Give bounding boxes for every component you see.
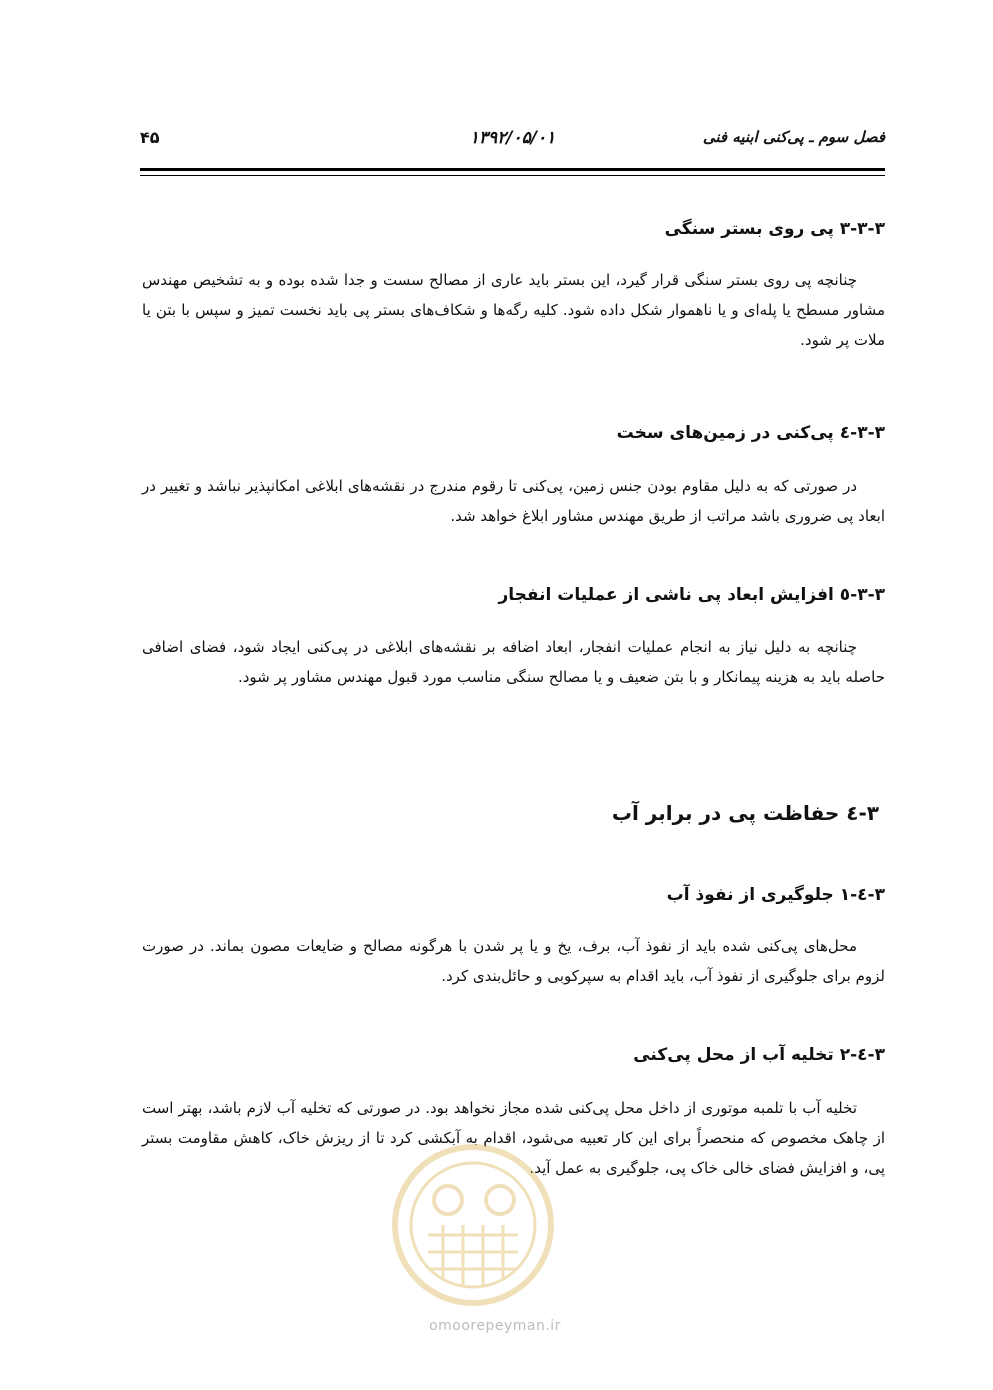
paragraph-3-3-4: در صورتی که به دلیل مقاوم بودن جنس زمین، پی‌کنی تا رقوم مندرج در نقشه‌های ابلاغی امکانپذیر نباشد و تغییر در ابعاد پی ضروری باشد مراتب از طریق مهندس مشاور ابلاغ خواهد شد. bbox=[142, 477, 885, 525]
paragraph-3-3-5: چنانچه به دلیل نیاز به انجام عملیات انفجار، ابعاد اضافه بر نقشه‌های ابلاغی در پی‌کنی ایجاد شود، فضای اضافی حاصله باید به هزینه پیمانکار و با بتن ضعیف و یا مصالح سنگی مناسب مورد قبول مهندس مشاور پر شود. bbox=[142, 638, 885, 686]
watermark-logo-icon bbox=[388, 1140, 558, 1310]
header-rule-thin bbox=[140, 175, 885, 176]
paragraph-3-4-2: تخلیه آب با تلمبه موتوری از داخل محل پی‌کنی شده مجاز نخواهد بود. در صورتی که تخلیه آب لازم باشد، بهتر است از چاهک مخصوص که منحصراً برای این کار تعبیه می‌شود، اقدام به آبکشی کرد تا از ریزش خاک، کاهش مقاومت بستر پی، و افزایش فضای خالی خاک پی، جلوگیری به عمل آید. bbox=[142, 1099, 885, 1177]
heading-3-4-2: ۳-٤-۲ تخلیه آب از محل پی‌کنی bbox=[633, 1045, 885, 1065]
chapter-title: فصل سوم ـ پی‌کنی ابنیه فنی bbox=[702, 128, 885, 146]
heading-3-3-3: ۳-۳-۳ پی روی بستر سنگی bbox=[664, 219, 885, 239]
page-number: ۴۵ bbox=[140, 128, 160, 147]
heading-3-4: ۳-٤ حفاظت پی در برابر آب bbox=[611, 801, 879, 825]
heading-3-4-1: ۳-٤-۱ جلوگیری از نفوذ آب bbox=[666, 885, 885, 905]
page-header bbox=[140, 128, 885, 158]
header-rule-thick bbox=[140, 168, 885, 171]
document-date: ۱۳۹۲/۰۵/۰۱ bbox=[469, 128, 556, 148]
watermark-text: omoorepeyman.ir bbox=[429, 1318, 561, 1334]
heading-3-3-4: ۳-۳-٤ پی‌کنی در زمین‌های سخت bbox=[616, 423, 885, 443]
heading-3-3-5: ۳-۳-٥ افزایش ابعاد پی ناشی از عملیات انفجار bbox=[498, 585, 885, 605]
paragraph-3-4-1: محل‌های پی‌کنی شده باید از نفوذ آب، برف، یخ و یا پر شدن با هرگونه مصالح و ضایعات مصون بماند. در صورت لزوم برای جلوگیری از نفوذ آب، باید اقدام به سپرکوبی و حائل‌بندی کرد. bbox=[142, 937, 885, 985]
paragraph-3-3-3: چنانچه پی روی بستر سنگی قرار گیرد، این بستر باید عاری از مصالح سست و جدا شده بوده و به تشخیص مهندس مشاور مسطح یا پله‌ای و یا ناهموار شکل داده شود. کلیه رگه‌ها و شکاف‌های بستر پی باید نخست تمیز و سپس با بتن یا ملات پر شود. bbox=[142, 271, 885, 349]
